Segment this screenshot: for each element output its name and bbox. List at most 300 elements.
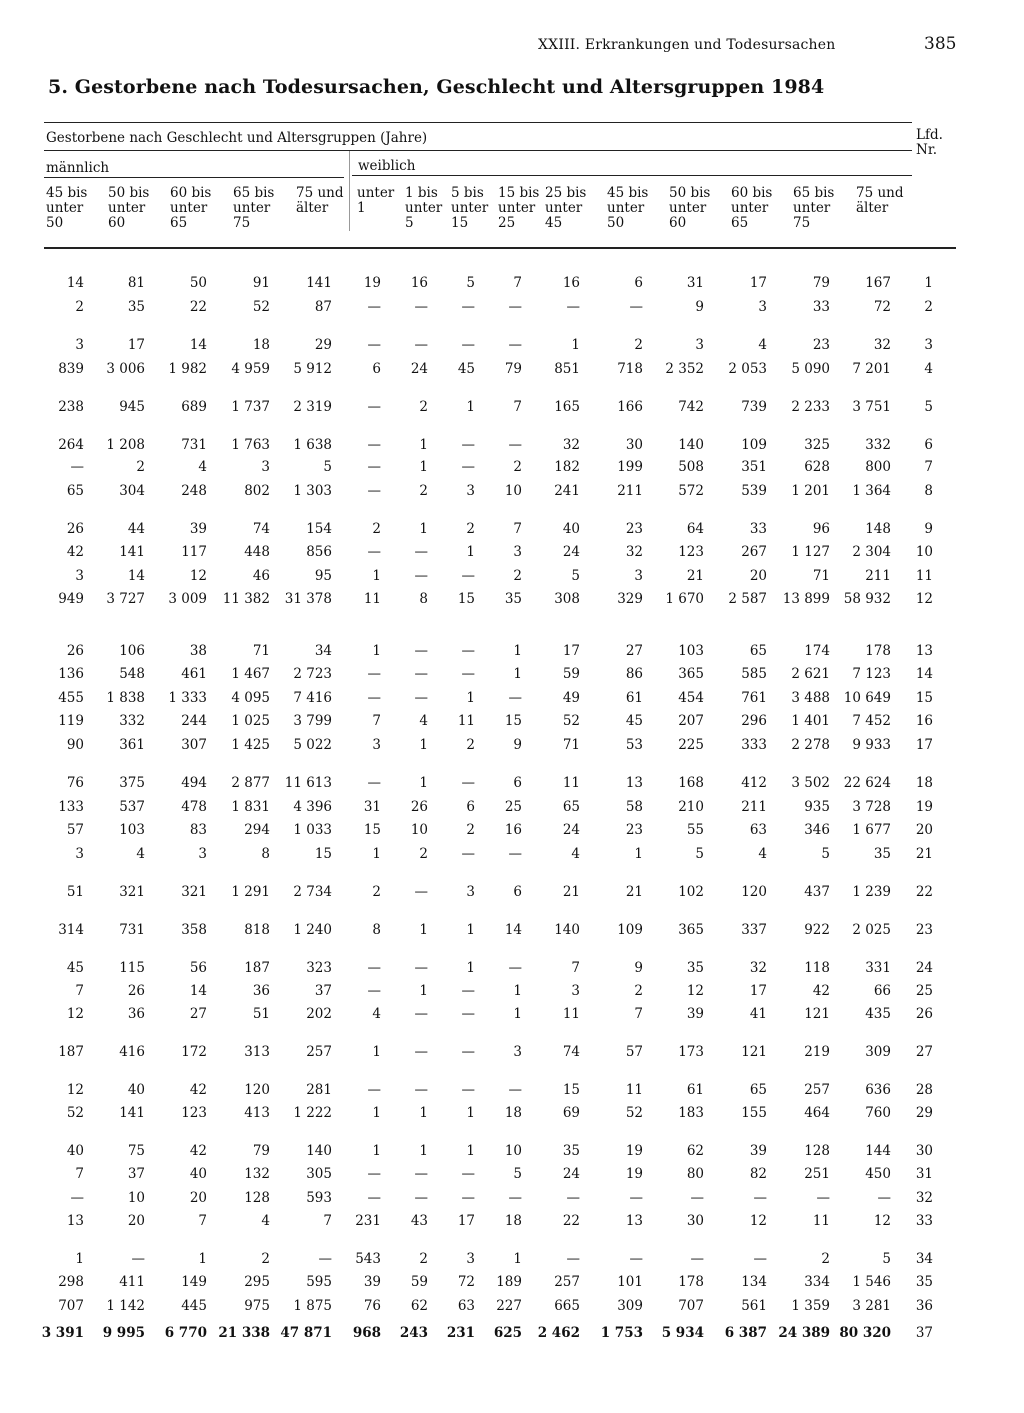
table-cell: 31 378: [284, 591, 332, 607]
table-cell: 329: [617, 591, 643, 607]
table-cell: 257: [554, 1274, 580, 1290]
table-cell: 3 391: [41, 1325, 84, 1341]
table-cell: 839: [58, 361, 84, 377]
table-cell: 211: [741, 799, 767, 815]
table-row: [0, 1213, 1024, 1231]
row-number: 31: [915, 1166, 933, 1182]
table-cell: 211: [865, 568, 891, 584]
table-cell: —: [367, 399, 381, 415]
table-cell: 760: [865, 1105, 891, 1121]
table-cell: 56: [189, 960, 207, 976]
table-cell: 3 799: [293, 713, 332, 729]
row-number: 26: [915, 1006, 933, 1022]
table-cell: 24: [410, 361, 428, 377]
table-cell: 51: [252, 1006, 270, 1022]
row-number: 9: [924, 521, 933, 537]
table-cell: 7: [571, 960, 580, 976]
table-cell: 6 387: [724, 1325, 767, 1341]
table-cell: 2: [466, 822, 475, 838]
table-cell: —: [414, 1006, 428, 1022]
table-cell: 11: [562, 775, 580, 791]
table-cell: —: [461, 568, 475, 584]
table-cell: 361: [119, 737, 145, 753]
table-cell: 3: [758, 299, 767, 315]
table-cell: —: [690, 1251, 704, 1267]
table-cell: 1: [634, 846, 643, 862]
table-cell: 1 670: [665, 591, 704, 607]
row-number: 6: [924, 437, 933, 453]
table-cell: 585: [741, 666, 767, 682]
table-cell: 12: [686, 983, 704, 999]
table-cell: 2 734: [293, 884, 332, 900]
table-cell: 109: [741, 437, 767, 453]
row-number: 29: [915, 1105, 933, 1121]
table-cell: —: [816, 1190, 830, 1206]
table-cell: 478: [181, 799, 207, 815]
table-cell: 144: [865, 1143, 891, 1159]
table-cell: 308: [554, 591, 580, 607]
table-cell: 572: [678, 483, 704, 499]
table-cell: —: [414, 568, 428, 584]
table-cell: 2 304: [852, 544, 891, 560]
table-cell: 53: [625, 737, 643, 753]
table-cell: 537: [119, 799, 145, 815]
table-cell: 58: [625, 799, 643, 815]
table-cell: 454: [678, 690, 704, 706]
table-row: [0, 544, 1024, 562]
row-number: 30: [915, 1143, 933, 1159]
table-cell: 11 382: [222, 591, 270, 607]
table-cell: 40: [189, 1166, 207, 1182]
table-cell: 742: [678, 399, 704, 415]
table-cell: 1: [419, 459, 428, 475]
table-row: [0, 922, 1024, 940]
table-cell: 1: [419, 437, 428, 453]
table-cell: 8: [261, 846, 270, 862]
table-row: [0, 568, 1024, 586]
table-cell: —: [414, 690, 428, 706]
table-cell: 307: [181, 737, 207, 753]
table-cell: 4: [372, 1006, 381, 1022]
table-cell: 14: [504, 922, 522, 938]
table-cell: 15: [504, 713, 522, 729]
table-cell: —: [414, 884, 428, 900]
table-cell: —: [461, 643, 475, 659]
table-cell: 1 364: [852, 483, 891, 499]
table-cell: 207: [678, 713, 704, 729]
male-group-heading: männlich: [46, 160, 110, 176]
table-cell: 52: [252, 299, 270, 315]
table-cell: 18: [252, 337, 270, 353]
table-cell: 17: [562, 643, 580, 659]
table-cell: 11: [457, 713, 475, 729]
table-cell: 17: [127, 337, 145, 353]
table-cell: 1 875: [293, 1298, 332, 1314]
table-cell: 57: [66, 822, 84, 838]
table-cell: 1: [513, 666, 522, 682]
table-cell: —: [414, 666, 428, 682]
table-cell: 47 871: [280, 1325, 332, 1341]
table-cell: 17: [749, 983, 767, 999]
table-cell: 1 677: [852, 822, 891, 838]
table-cell: —: [414, 1044, 428, 1060]
table-cell: 1 291: [231, 884, 270, 900]
table-cell: 7 201: [852, 361, 891, 377]
table-cell: 2: [372, 884, 381, 900]
table-cell: 140: [306, 1143, 332, 1159]
table-row: [0, 666, 1024, 684]
table-cell: 1: [372, 568, 381, 584]
row-number: 33: [915, 1213, 933, 1229]
row-number: 32: [915, 1190, 933, 1206]
table-cell: 375: [119, 775, 145, 791]
table-cell: 155: [741, 1105, 767, 1121]
table-cell: 5: [571, 568, 580, 584]
table-cell: 123: [678, 544, 704, 560]
table-cell: 309: [617, 1298, 643, 1314]
row-number: 7: [924, 459, 933, 475]
table-cell: 1 127: [791, 544, 830, 560]
column-heading: 50 bis unter 60: [108, 185, 150, 231]
table-cell: 2 025: [852, 922, 891, 938]
table-cell: 71: [562, 737, 580, 753]
table-cell: 45: [625, 713, 643, 729]
table-cell: 1: [372, 643, 381, 659]
row-number: 5: [924, 399, 933, 415]
table-cell: 1 033: [293, 822, 332, 838]
table-cell: 32: [749, 960, 767, 976]
table-cell: 1: [419, 1105, 428, 1121]
table-cell: 800: [865, 459, 891, 475]
table-cell: 295: [244, 1274, 270, 1290]
table-cell: 3: [695, 337, 704, 353]
table-cell: 4: [261, 1213, 270, 1229]
table-cell: 33: [749, 521, 767, 537]
row-number: 23: [915, 922, 933, 938]
table-cell: 119: [58, 713, 84, 729]
table-cell: 1: [513, 983, 522, 999]
table-cell: 241: [554, 483, 580, 499]
table-cell: 23: [625, 521, 643, 537]
table-cell: 136: [58, 666, 84, 682]
table-cell: 120: [244, 1082, 270, 1098]
table-row: [0, 960, 1024, 978]
table-cell: 464: [804, 1105, 830, 1121]
table-cell: 2: [513, 459, 522, 475]
table-cell: 4: [419, 713, 428, 729]
table-cell: 12: [189, 568, 207, 584]
table-cell: 2 278: [791, 737, 830, 753]
table-cell: 455: [58, 690, 84, 706]
table-cell: 45: [457, 361, 475, 377]
table-cell: 331: [865, 960, 891, 976]
table-cell: 7: [323, 1213, 332, 1229]
table-cell: 132: [244, 1166, 270, 1182]
table-cell: 1 831: [231, 799, 270, 815]
table-cell: 173: [678, 1044, 704, 1060]
table-cell: 689: [181, 399, 207, 415]
table-cell: —: [414, 544, 428, 560]
table-cell: 227: [496, 1298, 522, 1314]
table-cell: 75: [127, 1143, 145, 1159]
table-cell: 20: [127, 1213, 145, 1229]
table-cell: —: [508, 960, 522, 976]
table-cell: —: [461, 337, 475, 353]
table-cell: 52: [66, 1105, 84, 1121]
table-cell: 321: [181, 884, 207, 900]
table-cell: 40: [66, 1143, 84, 1159]
table-cell: 10: [127, 1190, 145, 1206]
table-cell: —: [414, 1190, 428, 1206]
table-cell: 3: [513, 1044, 522, 1060]
table-cell: —: [461, 1166, 475, 1182]
table-cell: 187: [58, 1044, 84, 1060]
table-cell: —: [566, 1190, 580, 1206]
table-cell: 5: [466, 275, 475, 291]
row-number: 10: [915, 544, 933, 560]
table-cell: 52: [562, 713, 580, 729]
table-cell: 1 142: [106, 1298, 145, 1314]
table-cell: 24: [562, 544, 580, 560]
table-cell: 210: [678, 799, 704, 815]
table-cell: 321: [119, 884, 145, 900]
table-cell: 22: [562, 1213, 580, 1229]
table-cell: 1: [75, 1251, 84, 1267]
table-cell: 42: [66, 544, 84, 560]
table-cell: 5: [513, 1166, 522, 1182]
column-heading: 60 bis unter 65: [731, 185, 773, 231]
table-cell: 7: [75, 1166, 84, 1182]
table-row: [0, 690, 1024, 708]
table-cell: 5 022: [293, 737, 332, 753]
table-cell: 1: [466, 960, 475, 976]
table-cell: 140: [554, 922, 580, 938]
table-cell: 39: [686, 1006, 704, 1022]
table-cell: —: [508, 1082, 522, 1098]
table-cell: 65: [749, 1082, 767, 1098]
column-heading: 65 bis unter 75: [793, 185, 835, 231]
table-cell: —: [877, 1190, 891, 1206]
table-cell: 35: [127, 299, 145, 315]
table-cell: —: [629, 1251, 643, 1267]
table-cell: 174: [804, 643, 830, 659]
table-cell: 543: [355, 1251, 381, 1267]
table-cell: 178: [678, 1274, 704, 1290]
table-cell: —: [131, 1251, 145, 1267]
row-number: 8: [924, 483, 933, 499]
table-cell: 949: [58, 591, 84, 607]
table-cell: 46: [252, 568, 270, 584]
table-cell: 5 934: [661, 1325, 704, 1341]
table-row: [0, 643, 1024, 661]
table-cell: 2 621: [791, 666, 830, 682]
table-cell: 79: [812, 275, 830, 291]
table-cell: 413: [244, 1105, 270, 1121]
table-row: [0, 1044, 1024, 1062]
table-cell: 244: [181, 713, 207, 729]
table-cell: 17: [457, 1213, 475, 1229]
table-cell: 435: [865, 1006, 891, 1022]
table-cell: —: [70, 1190, 84, 1206]
table-cell: 1: [372, 1044, 381, 1060]
table-cell: 26: [410, 799, 428, 815]
table-cell: —: [566, 299, 580, 315]
table-cell: —: [508, 846, 522, 862]
row-number: 35: [915, 1274, 933, 1290]
table-cell: 27: [625, 643, 643, 659]
table-cell: 101: [617, 1274, 643, 1290]
table-cell: 1: [513, 643, 522, 659]
table-cell: 1: [372, 846, 381, 862]
table-cell: 14: [189, 983, 207, 999]
table-cell: 2 233: [791, 399, 830, 415]
table-cell: 935: [804, 799, 830, 815]
table-cell: 109: [617, 922, 643, 938]
table-cell: 818: [244, 922, 270, 938]
table-title: 5. Gestorbene nach Todesursachen, Geschlecht und Altersgruppen 1984: [48, 76, 825, 98]
table-cell: 365: [678, 922, 704, 938]
table-cell: 5: [323, 459, 332, 475]
table-cell: 39: [189, 521, 207, 537]
table-cell: 81: [127, 275, 145, 291]
table-cell: 8: [372, 922, 381, 938]
table-row: [0, 399, 1024, 417]
table-cell: 33: [812, 299, 830, 315]
table-cell: 508: [678, 459, 704, 475]
table-cell: 40: [127, 1082, 145, 1098]
table-cell: 2: [634, 983, 643, 999]
table-cell: —: [367, 983, 381, 999]
table-row: [0, 483, 1024, 501]
table-cell: 1: [419, 521, 428, 537]
table-cell: —: [367, 775, 381, 791]
row-number: 14: [915, 666, 933, 682]
table-cell: 2 053: [728, 361, 767, 377]
table-cell: 15: [562, 1082, 580, 1098]
table-cell: 18: [504, 1213, 522, 1229]
table-cell: 1 753: [600, 1325, 643, 1341]
table-cell: 35: [686, 960, 704, 976]
table-cell: 351: [741, 459, 767, 475]
table-cell: 11: [625, 1082, 643, 1098]
table-cell: 325: [804, 437, 830, 453]
table-cell: 166: [617, 399, 643, 415]
table-cell: 922: [804, 922, 830, 938]
table-cell: 3: [75, 337, 84, 353]
table-cell: 90: [66, 737, 84, 753]
table-cell: —: [461, 1044, 475, 1060]
table-cell: 36: [252, 983, 270, 999]
table-cell: 31: [686, 275, 704, 291]
table-cell: 243: [399, 1325, 428, 1341]
table-cell: 337: [741, 922, 767, 938]
row-number: 36: [915, 1298, 933, 1314]
table-cell: 103: [678, 643, 704, 659]
table-cell: 2: [466, 737, 475, 753]
table-cell: 91: [252, 275, 270, 291]
table-cell: 1 425: [231, 737, 270, 753]
table-cell: 16: [504, 822, 522, 838]
row-number: 3: [924, 337, 933, 353]
table-cell: —: [318, 1251, 332, 1267]
table-cell: 416: [119, 1044, 145, 1060]
table-cell: 58 932: [843, 591, 891, 607]
table-cell: 6: [513, 775, 522, 791]
table-cell: 3 502: [791, 775, 830, 791]
table-row: [0, 1006, 1024, 1024]
table-cell: 65: [66, 483, 84, 499]
table-cell: —: [367, 437, 381, 453]
table-cell: —: [753, 1251, 767, 1267]
table-cell: 257: [306, 1044, 332, 1060]
table-row: [0, 1143, 1024, 1161]
table-cell: 82: [749, 1166, 767, 1182]
table-cell: 9: [695, 299, 704, 315]
table-cell: 1: [466, 1143, 475, 1159]
table-cell: 13 899: [782, 591, 830, 607]
table-cell: 22 624: [843, 775, 891, 791]
table-cell: 314: [58, 922, 84, 938]
table-cell: 1 401: [791, 713, 830, 729]
table-cell: 121: [741, 1044, 767, 1060]
page-number: 385: [924, 34, 957, 54]
table-cell: 8: [419, 591, 428, 607]
column-heading: 65 bis unter 75: [233, 185, 275, 231]
table-cell: 3: [634, 568, 643, 584]
table-cell: 445: [181, 1298, 207, 1314]
table-cell: —: [461, 983, 475, 999]
table-cell: 86: [625, 666, 643, 682]
table-cell: 11: [363, 591, 381, 607]
table-cell: 304: [119, 483, 145, 499]
table-cell: 30: [625, 437, 643, 453]
table-cell: 12: [66, 1082, 84, 1098]
table-cell: 7: [513, 399, 522, 415]
table-cell: 199: [617, 459, 643, 475]
table-cell: 16: [410, 275, 428, 291]
table-cell: —: [461, 437, 475, 453]
table-cell: —: [414, 1166, 428, 1182]
table-cell: 22: [189, 299, 207, 315]
table-cell: 32: [873, 337, 891, 353]
table-cell: 17: [749, 275, 767, 291]
table-cell: 79: [504, 361, 522, 377]
table-cell: 154: [306, 521, 332, 537]
table-row: [0, 822, 1024, 840]
table-cell: 64: [686, 521, 704, 537]
column-heading: 15 bis unter 25: [498, 185, 540, 231]
table-cell: 172: [181, 1044, 207, 1060]
table-cell: —: [414, 299, 428, 315]
row-number: 18: [915, 775, 933, 791]
table-cell: 5 090: [791, 361, 830, 377]
table-cell: 24: [562, 1166, 580, 1182]
table-cell: 76: [66, 775, 84, 791]
table-cell: 4 095: [231, 690, 270, 706]
row-number: 19: [915, 799, 933, 815]
table-cell: —: [461, 299, 475, 315]
table-cell: 55: [686, 822, 704, 838]
table-cell: 7: [198, 1213, 207, 1229]
table-cell: 27: [189, 1006, 207, 1022]
table-cell: 1 303: [293, 483, 332, 499]
table-cell: 437: [804, 884, 830, 900]
table-cell: 1: [513, 1006, 522, 1022]
table-row: [0, 846, 1024, 864]
table-cell: 63: [457, 1298, 475, 1314]
table-cell: 42: [189, 1143, 207, 1159]
table-cell: 12: [66, 1006, 84, 1022]
